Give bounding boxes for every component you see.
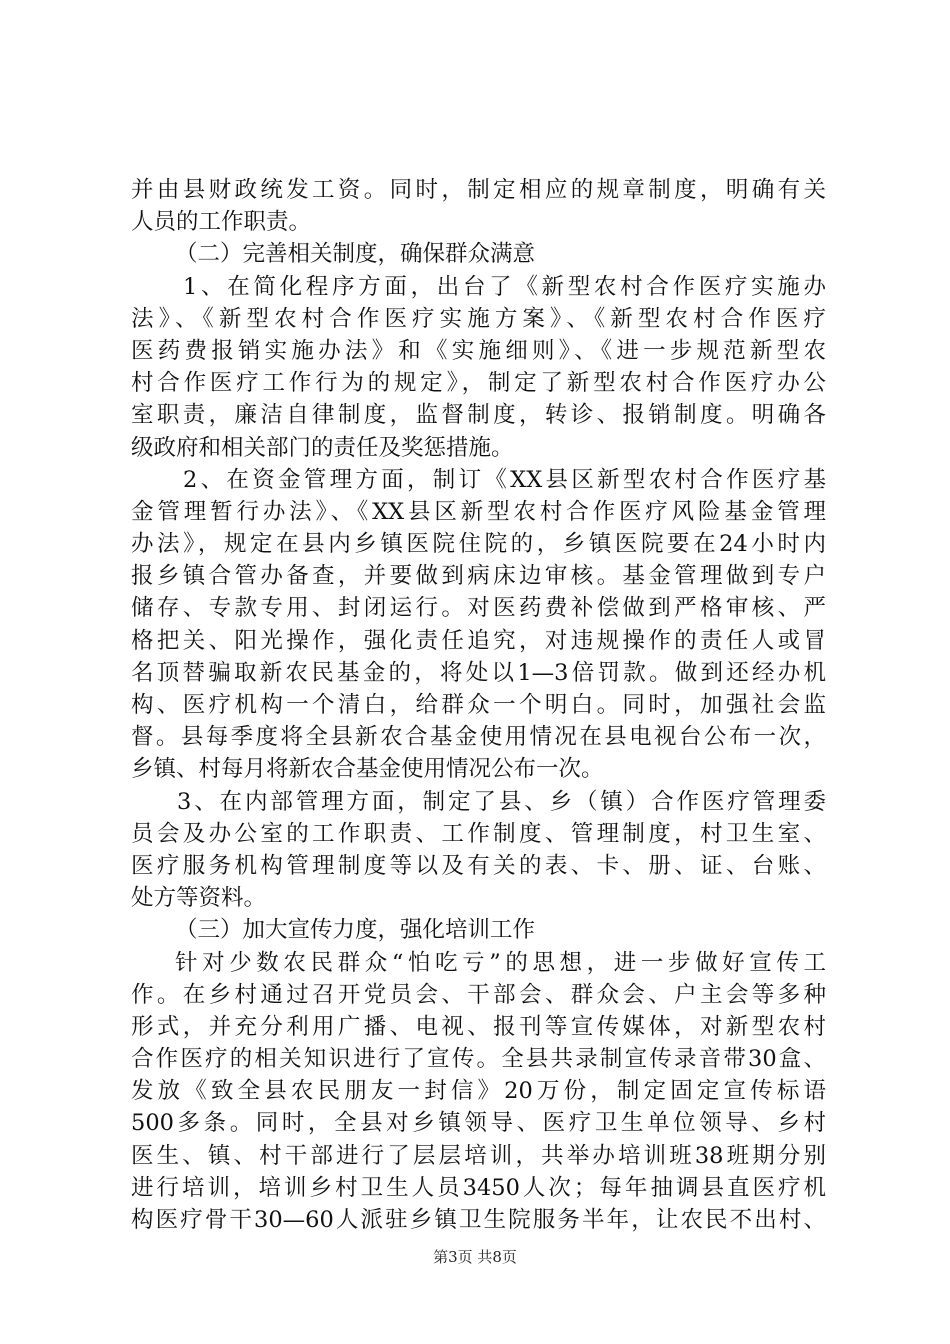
text-line: 500多条。同时，全县对乡镇领导、医疗卫生单位领导、乡村 bbox=[131, 1110, 826, 1137]
text-line: 形式，并充分利用广播、电视、报刊等宣传媒体，对新型农村 bbox=[131, 1013, 826, 1040]
text-line: 员会及办公室的工作职责、工作制度、管理制度，村卫生室、 bbox=[131, 820, 826, 847]
text-line: 针对少数农民群众“怕吃亏”的思想，进一步做好宣传工 bbox=[175, 949, 826, 976]
text-line: （三）加大宣传力度，强化培训工作 bbox=[175, 917, 536, 944]
text-line: 乡镇、村每月将新农合基金使用情况公布一次。 bbox=[131, 756, 604, 783]
text-line: 医生、镇、村干部进行了层层培训，共举办培训班38班期分别 bbox=[131, 1142, 826, 1169]
text-line: 级政府和相关部门的责任及奖惩措施。 bbox=[131, 434, 514, 461]
text-line: 合作医疗的相关知识进行了宣传。全县共录制宣传录音带30盒、 bbox=[131, 1046, 826, 1073]
text-line: （二）完善相关制度，确保群众满意 bbox=[175, 241, 536, 268]
text-line: 2、在资金管理方面，制订《XX县区新型农村合作医疗基 bbox=[183, 466, 826, 493]
document-body bbox=[131, 174, 826, 1236]
text-line: 格把关、阳光操作，强化责任追究，对违规操作的责任人或冒 bbox=[131, 627, 826, 654]
text-line: 构医疗骨干30—60人派驻乡镇卫生院服务半年，让农民不出村、 bbox=[131, 1207, 826, 1233]
text-line: 1、在简化程序方面，出台了《新型农村合作医疗实施办 bbox=[183, 273, 826, 300]
text-line: 构、医疗机构一个清白，给群众一个明白。同时，加强社会监 bbox=[131, 692, 826, 718]
text-line: 村合作医疗工作行为的规定》，制定了新型农村合作医疗办公 bbox=[131, 370, 826, 397]
text-line: 3、在内部管理方面，制定了县、乡（镇）合作医疗管理委 bbox=[177, 788, 826, 815]
text-line: 名顶替骗取新农民基金的，将处以1—3倍罚款。做到还经办机 bbox=[131, 659, 826, 686]
text-line: 室职责，廉洁自律制度，监督制度，转诊、报销制度。明确各 bbox=[131, 402, 826, 429]
text-line: 进行培训，培训乡村卫生人员3450人次；每年抽调县直医疗机 bbox=[131, 1174, 826, 1201]
text-line: 医药费报销实施办法》和《实施细则》、《进一步规范新型农 bbox=[131, 337, 826, 364]
text-line: 办法》，规定在县内乡镇医院住院的，乡镇医院要在24小时内 bbox=[131, 531, 826, 558]
text-line: 人员的工作职责。 bbox=[131, 209, 312, 236]
text-line: 处方等资料。 bbox=[131, 885, 267, 912]
text-line: 督。县每季度将全县新农合基金使用情况在县电视台公布一次， bbox=[131, 724, 826, 751]
text-line: 并由县财政统发工资。同时，制定相应的规章制度，明确有关 bbox=[131, 177, 826, 203]
text-line: 发放《致全县农民朋友一封信》20万份，制定固定宣传标语 bbox=[131, 1078, 826, 1105]
text-line: 法》、《新型农村合作医疗实施方案》、《新型农村合作医疗 bbox=[131, 305, 826, 332]
page-footer: 第3页 共8页 bbox=[433, 1248, 517, 1266]
text-line: 报乡镇合管办备查，并要做到病床边审核。基金管理做到专户 bbox=[131, 563, 826, 590]
text-line: 金管理暂行办法》、《XX县区新型农村合作医疗风险基金管理 bbox=[131, 498, 826, 525]
text-line: 储存、专款专用、封闭运行。对医药费补偿做到严格审核、严 bbox=[131, 595, 826, 622]
text-line: 作。在乡村通过召开党员会、干部会、群众会、户主会等多种 bbox=[131, 981, 826, 1008]
text-line: 医疗服务机构管理制度等以及有关的表、卡、册、证、台账、 bbox=[131, 852, 826, 879]
